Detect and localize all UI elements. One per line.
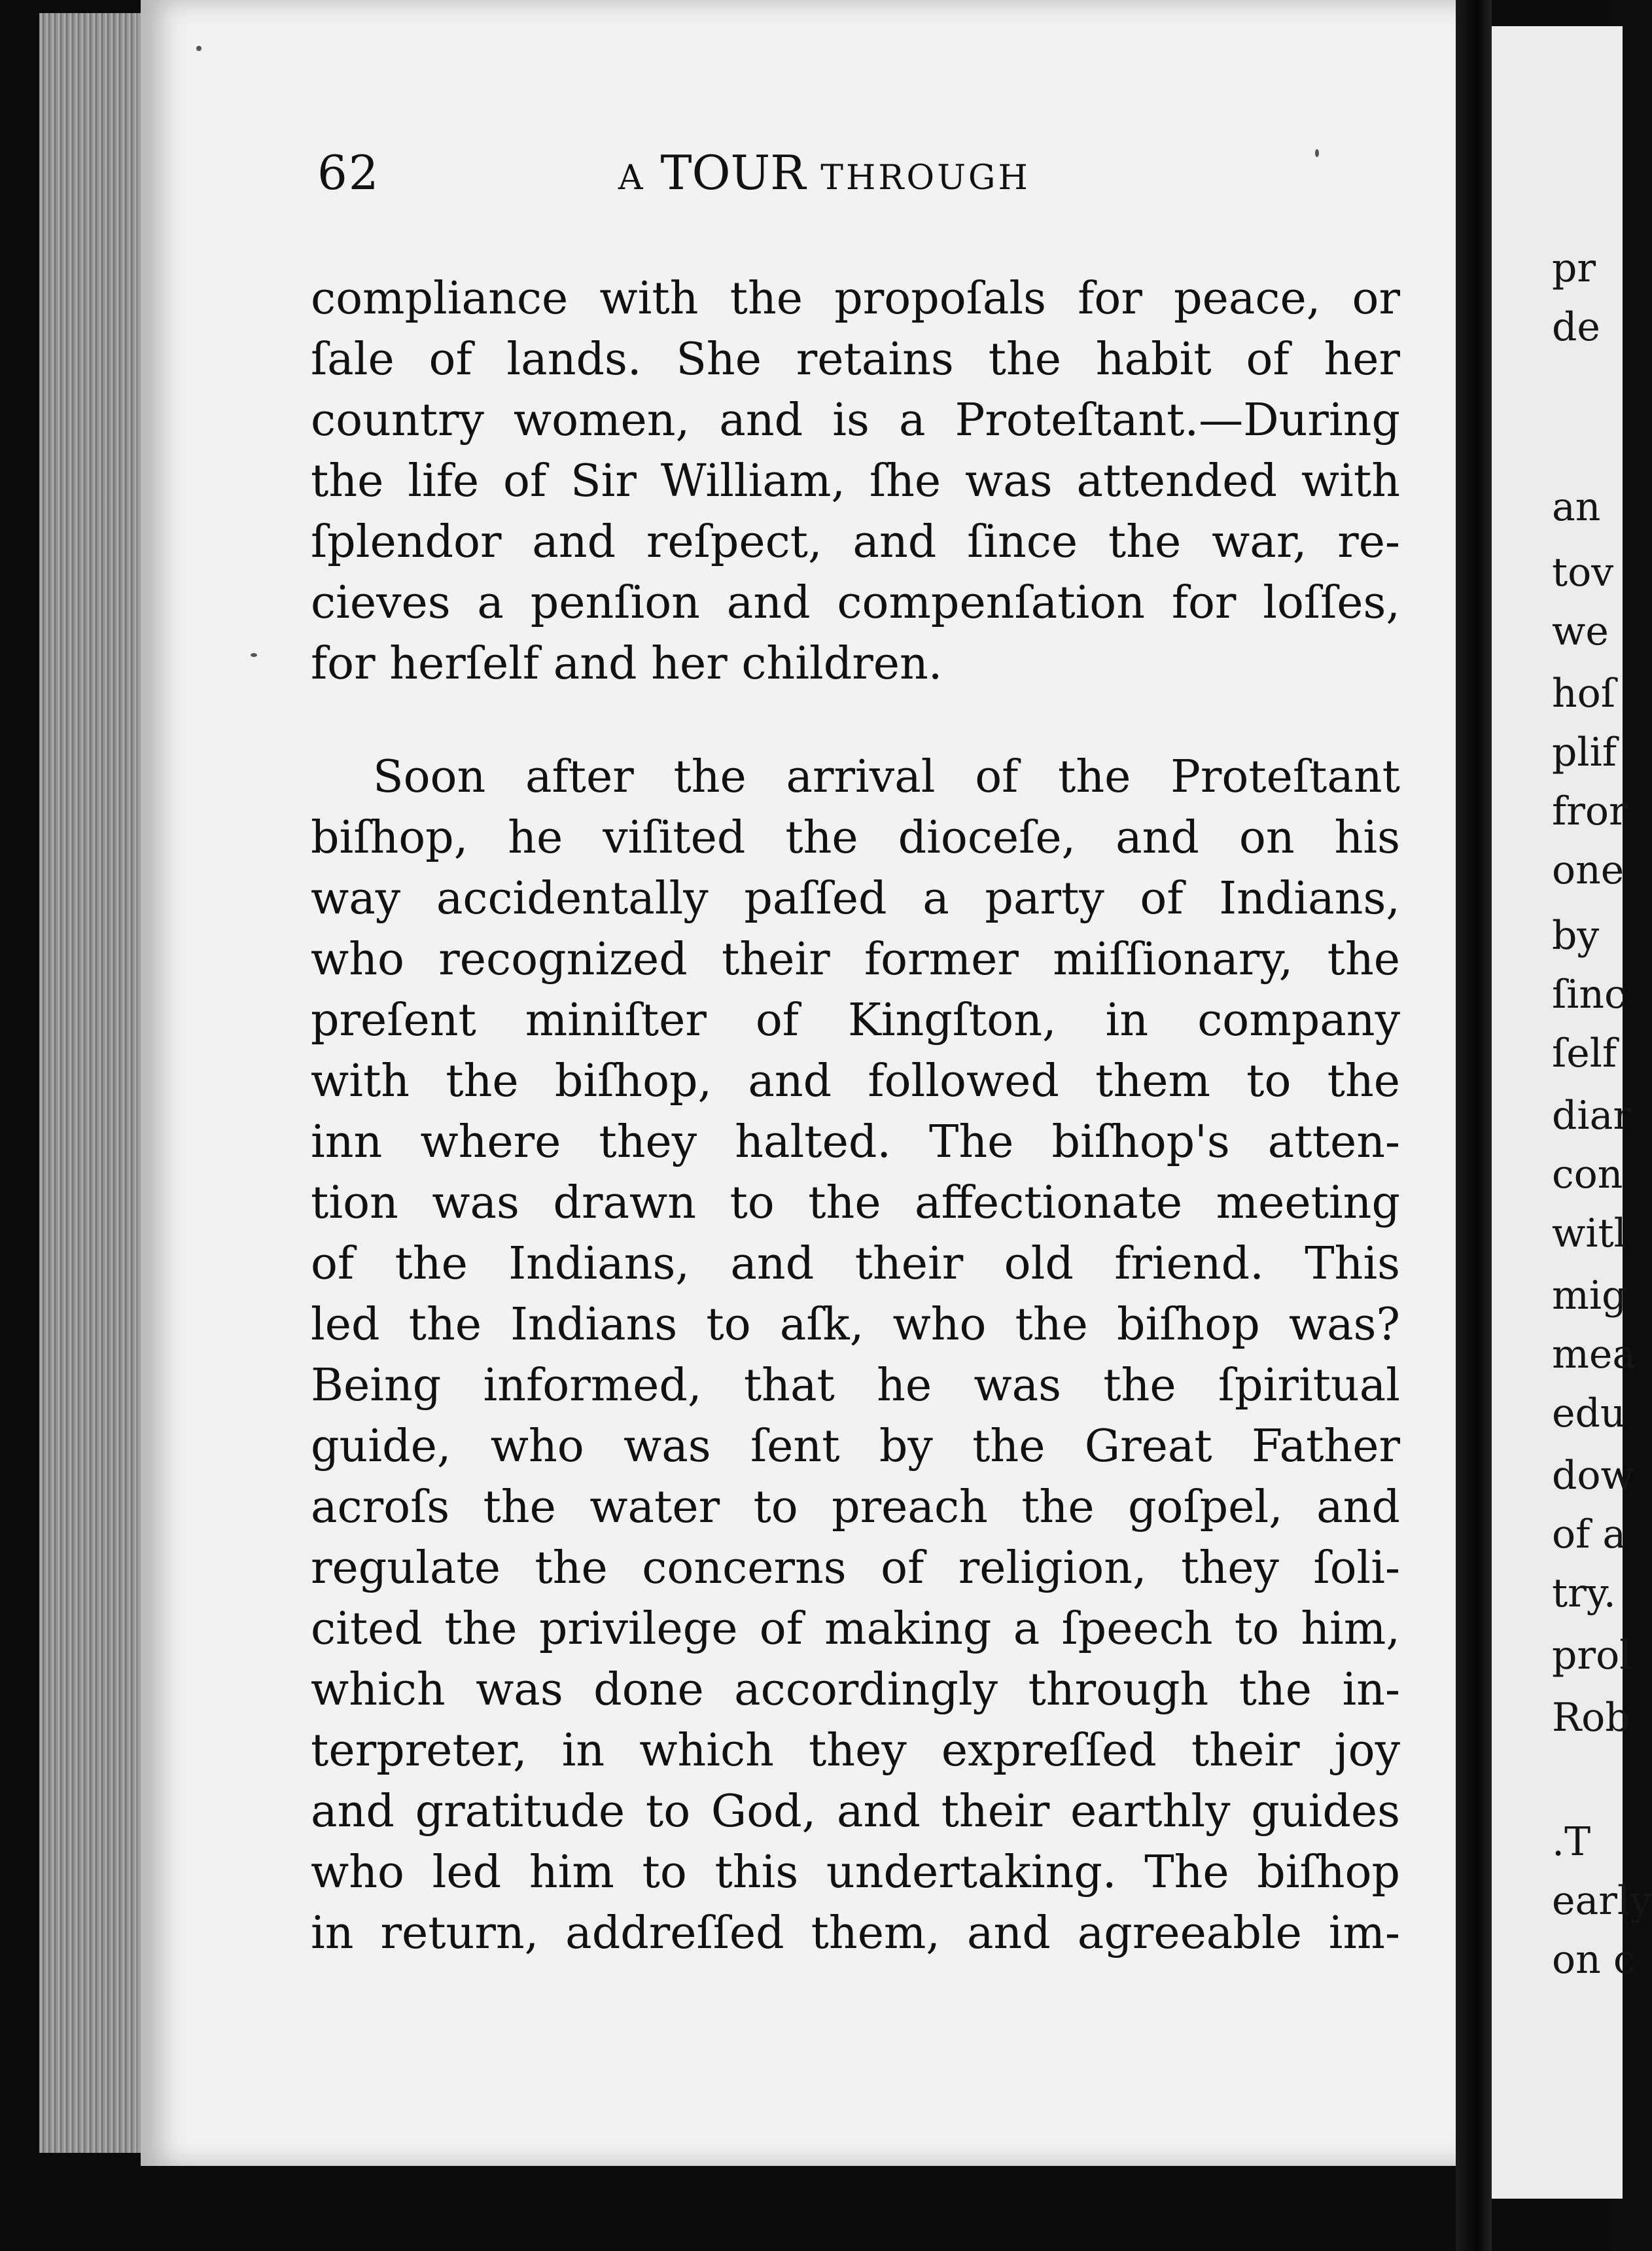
scan-speck <box>1315 149 1319 157</box>
text-line: Soon after the arrival of the Proteſtant <box>373 751 1400 803</box>
facing-page-text-fragment: early <box>1552 1878 1652 1924</box>
text-line: who led him to this undertaking. The biſhop <box>311 1847 1400 1898</box>
facing-page-text-fragment: mig <box>1552 1273 1627 1319</box>
page-number: 62 <box>317 145 380 200</box>
paragraph-gap <box>311 694 1400 747</box>
facing-page-text-fragment: of a <box>1552 1512 1626 1557</box>
facing-page-text-fragment: Rob <box>1552 1695 1630 1741</box>
text-line: country women, and is a Proteſtant.—During <box>311 395 1400 446</box>
facing-page-text-fragment: dow <box>1552 1453 1634 1498</box>
text-line: the life of Sir William, ſhe was attended with <box>311 455 1400 507</box>
facing-page-text-fragment: fror <box>1552 789 1628 834</box>
running-title-tour: TOUR <box>660 145 806 200</box>
facing-page-text-fragment: prol <box>1552 1633 1632 1678</box>
facing-page-text-fragment: mea <box>1552 1332 1636 1377</box>
facing-page-text-fragment: try. <box>1552 1570 1616 1616</box>
text-line: terpreter, in which they expreſſed their joy <box>311 1725 1400 1777</box>
text-line: which was done accordingly through the in- <box>311 1664 1400 1716</box>
running-head <box>317 145 1299 204</box>
facing-page-text-fragment: con <box>1552 1152 1623 1197</box>
text-line: cited the privilege of making a ſpeech to him, <box>311 1603 1400 1655</box>
text-line: biſhop, he viſited the dioceſe, and on his <box>311 812 1400 864</box>
text-line: regulate the concerns of religion, they ſoli- <box>311 1542 1400 1594</box>
text-line: of the Indians, and their old friend. This <box>311 1238 1400 1290</box>
facing-page-text-fragment: de <box>1552 304 1600 350</box>
text-line: for herſelf and her children. <box>311 638 943 690</box>
scan-speck <box>196 46 202 51</box>
facing-page-text-fragment: .T <box>1552 1819 1591 1865</box>
facing-page-fragment <box>1492 26 1652 2199</box>
facing-page-text-fragment: we <box>1552 609 1609 654</box>
facing-page-text-fragment: on c <box>1552 1937 1636 1983</box>
running-title <box>618 145 1030 200</box>
facing-page-text-fragment: edu <box>1552 1391 1626 1436</box>
text-line: cieves a penſion and compenſation for loſſes, <box>311 577 1400 629</box>
facing-page-text-fragment: plif <box>1552 730 1617 775</box>
text-line: with the biſhop, and followed them to the <box>311 1055 1400 1107</box>
text-line: inn where they halted. The biſhop's atten- <box>311 1116 1400 1168</box>
text-line: tion was drawn to the affectionate meeting <box>311 1177 1400 1229</box>
text-line: Being informed, that he was the ſpiritual <box>311 1360 1400 1411</box>
facing-page-text-fragment: hoſ <box>1552 671 1615 717</box>
text-line: way accidentally paſſed a party of Indians, <box>311 873 1400 925</box>
facing-page-text-fragment: diar <box>1552 1093 1632 1139</box>
text-line: compliance with the propoſals for peace, or <box>311 273 1400 325</box>
body-text <box>311 268 1400 1964</box>
text-line: ſplendor and reſpect, and ſince the war, re- <box>311 516 1400 568</box>
facing-page-text-fragment: pr <box>1552 245 1596 291</box>
text-line: who recognized their former miſſionary, the <box>311 934 1400 985</box>
text-line: guide, who was ſent by the Great Father <box>311 1421 1400 1472</box>
facing-page-text-fragment: one <box>1552 847 1625 893</box>
text-line: preſent miniſter of Kingſton, in company <box>311 995 1400 1046</box>
running-title-through: THROUGH <box>820 158 1030 198</box>
text-line: and gratitude to God, and their earthly guides <box>311 1786 1400 1837</box>
facing-page-text-fragment: tov <box>1552 550 1614 595</box>
facing-page-text-fragment: an <box>1552 484 1601 530</box>
facing-page-text-fragment: ſinc <box>1552 972 1626 1018</box>
facing-page-text-fragment: ſelf <box>1552 1031 1617 1076</box>
scan-speck <box>251 653 257 657</box>
facing-page-text-fragment: witl <box>1552 1211 1626 1256</box>
facing-page-text-fragment: by <box>1552 913 1600 959</box>
text-line: acroſs the water to preach the goſpel, and <box>311 1481 1400 1533</box>
book-gutter <box>1456 0 1492 2251</box>
running-title-a: A <box>618 158 646 198</box>
text-line: led the Indians to aſk, who the biſhop was? <box>311 1299 1400 1351</box>
text-line: ſale of lands. She retains the habit of her <box>311 334 1400 385</box>
text-line: in return, addreſſed them, and agreeable im- <box>311 1907 1400 1959</box>
